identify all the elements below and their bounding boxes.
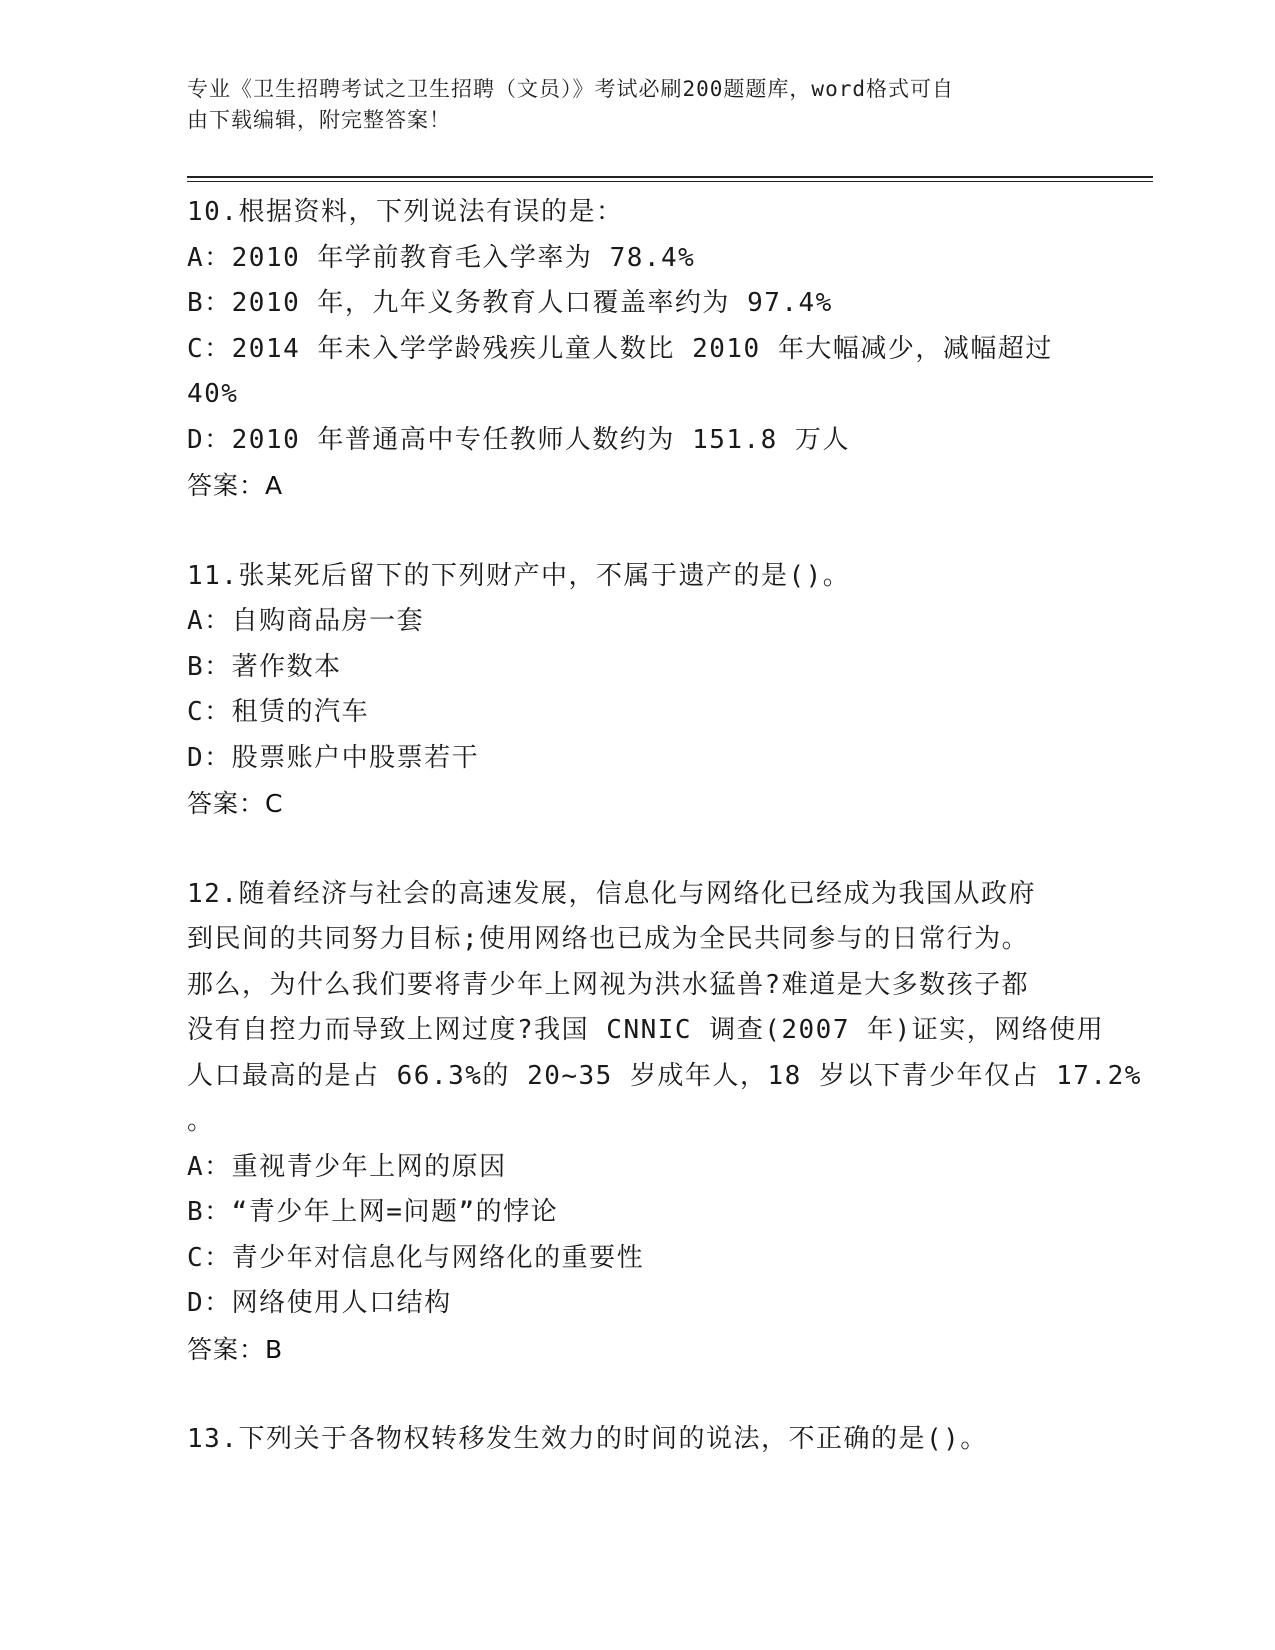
question-stem-continued: 到民间的共同努力目标;使用网络也已成为全民共同参与的日常行为。 [187,924,1030,954]
option-a: A：2010 年学前教育毛入学率为 78.4% [187,242,696,273]
option-b: B：“青少年上网=问题”的悖论 [187,1197,559,1227]
question-block [187,554,1087,827]
question-stem: 13.下列关于各物权转移发生效力的时间的说法，不正确的是()。 [187,1424,988,1454]
question-stem-continued: 那么，为什么我们要将青少年上网视为洪水猛兽?难道是大多数孩子都 [187,969,1030,1000]
option-c: C：2014 年未入学学龄残疾儿童人数比 2010 年大幅减少，减幅超过 [187,333,1053,364]
question-stem-continued: 。 [187,1106,215,1136]
question-block [187,872,1142,1373]
document-header [187,74,1067,136]
option-d: D：2010 年普通高中专任教师人数约为 151.8 万人 [187,424,850,455]
question-list [187,190,1142,1463]
answer-line: 答案：B [187,1334,284,1364]
header-divider-thick [187,176,1153,178]
option-d: D：网络使用人口结构 [187,1288,452,1318]
option-c-continued: 40% [187,379,239,409]
option-c: C：青少年对信息化与网络化的重要性 [187,1242,645,1273]
answer-line: 答案：C [187,789,284,818]
option-b: B：2010 年，九年义务教育人口覆盖率约为 97.4% [187,288,833,318]
question-stem: 11.张某死后留下的下列财产中，不属于遗产的是()。 [187,560,851,591]
header-divider-thin [187,181,1153,182]
question-spacer [187,827,1087,872]
question-block [187,1417,1087,1463]
question-spacer [187,509,1087,554]
answer-line: 答案：A [187,471,284,500]
option-b: B：著作数本 [187,651,342,682]
question-stem: 12.随着经济与社会的高速发展，信息化与网络化已经成为我国从政府 [187,878,1036,909]
question-stem-continued: 没有自控力而导致上网过度?我国 CNNIC 调查(2007 年)证实，网络使用 [187,1015,1105,1045]
question-stem-continued: 人口最高的是占 66.3%的 20~35 岁成年人，18 岁以下青少年仅占 17.2% [187,1060,1142,1091]
header-line-1: 专业《卫生招聘考试之卫生招聘（文员）》考试必刷200题题库，word格式可自 [187,77,954,101]
header-line-2: 由下载编辑，附完整答案！ [187,108,451,132]
option-a: A：重视青少年上网的原因 [187,1151,507,1182]
option-c: C：租赁的汽车 [187,697,370,727]
question-stem: 10.根据资料，下列说法有误的是： [187,197,624,227]
option-a: A：自购商品房一套 [187,606,425,636]
question-block [187,190,1087,509]
question-spacer [187,1372,1087,1417]
option-d: D：股票账户中股票若干 [187,742,480,773]
